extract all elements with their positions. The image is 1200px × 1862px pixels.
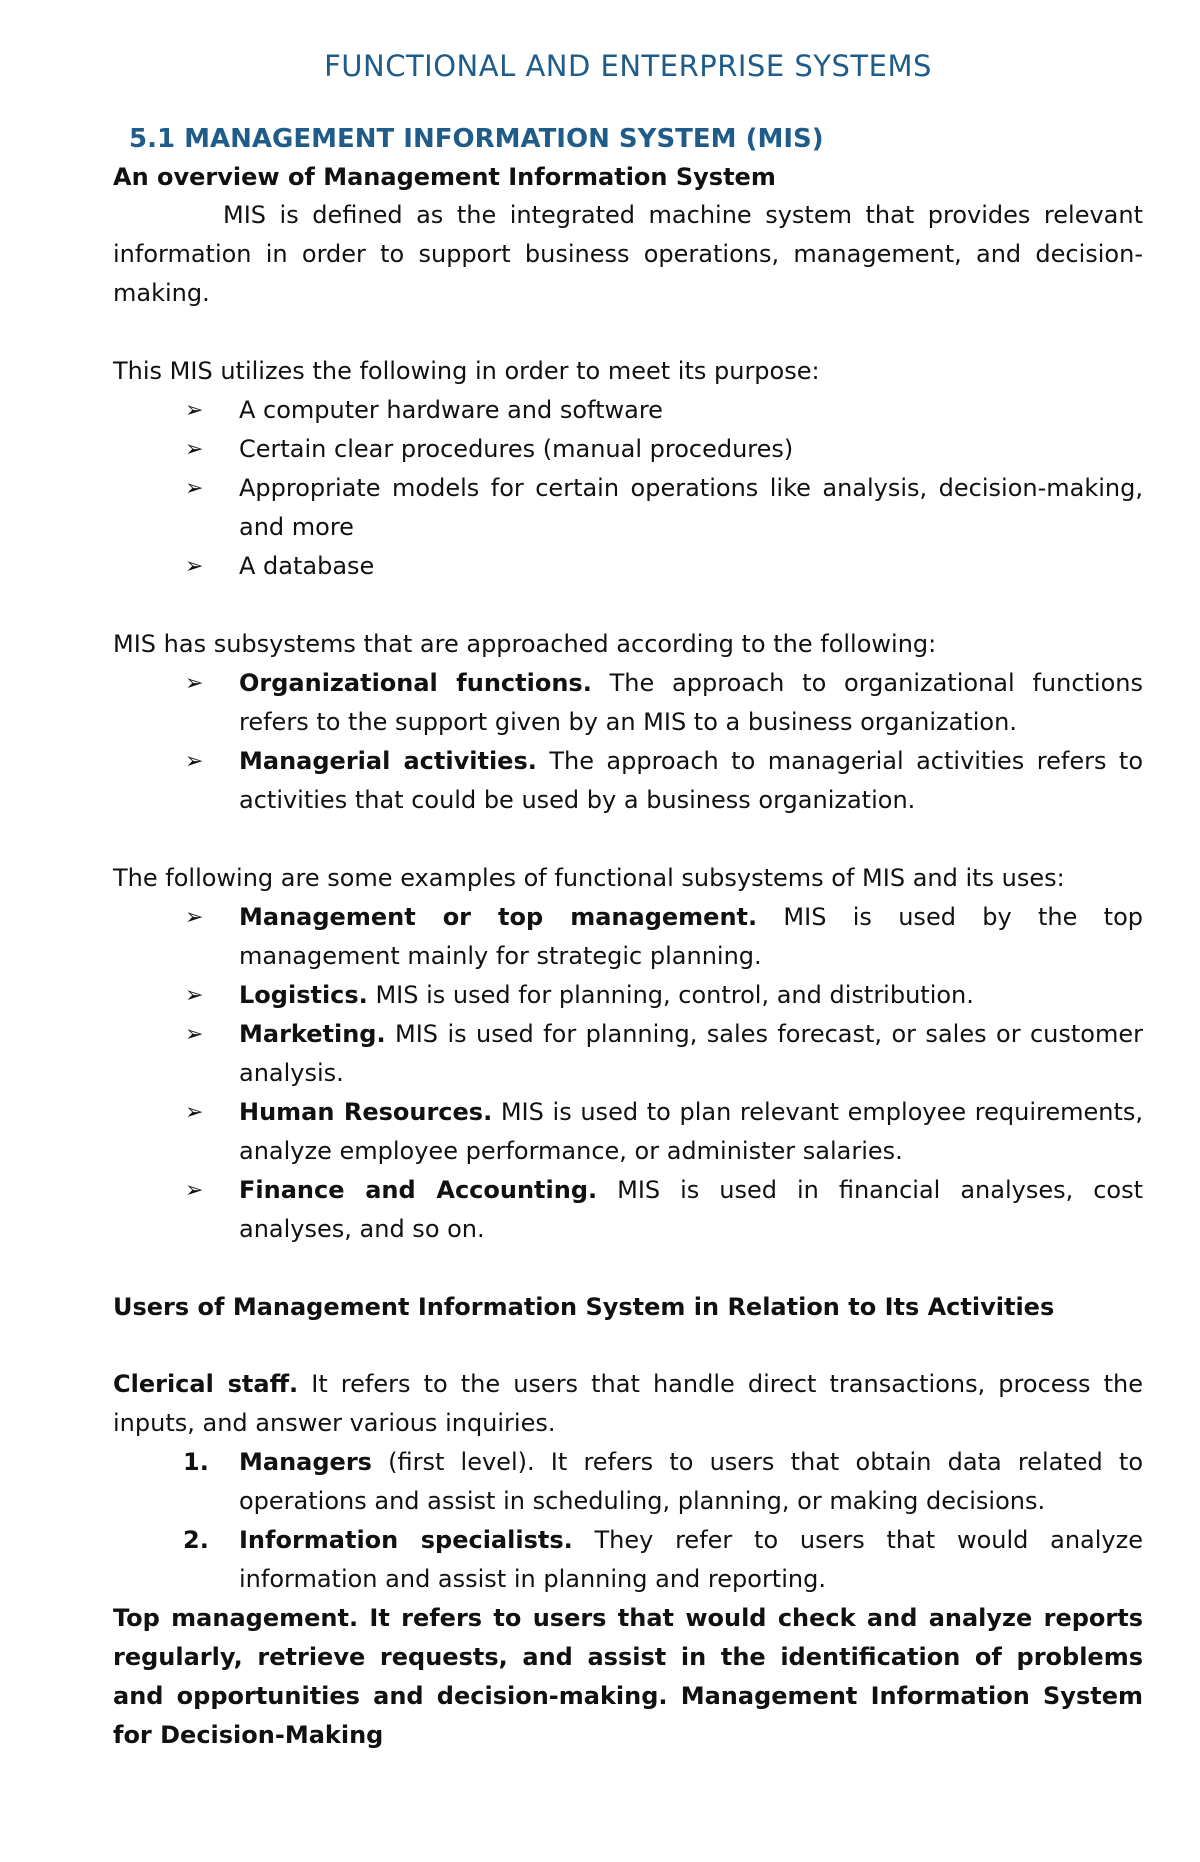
users-list: [113, 1443, 1143, 1599]
arrow-bullet-icon: ➢: [185, 905, 204, 930]
arrow-bullet-icon: ➢: [185, 1022, 204, 1047]
spacer: [113, 586, 1143, 625]
list-item: ➢ Certain clear procedures (manual procedures): [113, 430, 1143, 469]
clerical-term: Clerical staff.: [113, 1370, 299, 1398]
list-item: [113, 1443, 1143, 1521]
item-term: Management or top management.: [239, 903, 758, 931]
arrow-bullet-icon: ➢: [185, 1178, 204, 1203]
list-item: ➢ A computer hardware and software: [113, 391, 1143, 430]
spacer: [113, 820, 1143, 859]
item-term: Marketing.: [239, 1020, 386, 1048]
item-text: MIS is used for planning, control, and distribution.: [367, 981, 974, 1009]
examples-list: [113, 898, 1143, 1249]
item-text: The approach to managerial activities refers to activities that could be used by a business organization.: [239, 747, 1143, 814]
spacer: [113, 313, 1143, 352]
item-term: Organizational functions.: [239, 669, 592, 697]
spacer: [113, 1326, 1143, 1365]
users-heading: Users of Management Information System in Relation to Its Activities: [113, 1293, 1055, 1321]
top-management-paragraph: Top management. It refers to users that would check and analyze reports regularly, retrieve requests, and assist in the identification of problems and opportunities and decision-making. Management Information System for Decision-Making: [113, 1604, 1143, 1749]
examples-intro: The following are some examples of functional subsystems of MIS and its uses:: [113, 864, 1065, 892]
overview-paragraph: MIS is defined as the integrated machine system that provides relevant information in order to support business operations, management, and decision-making.: [113, 201, 1143, 307]
list-item: ➢ A database: [113, 547, 1143, 586]
subsystems-intro: MIS has subsystems that are approached according to the following:: [113, 630, 937, 658]
subsystems-list: [113, 664, 1143, 820]
list-item: [113, 1015, 1143, 1093]
list-item: [113, 1171, 1143, 1249]
arrow-bullet-icon: ➢: [185, 476, 204, 501]
item-text: MIS is used in financial analyses, cost analyses, and so on.: [239, 1176, 1143, 1243]
overview-heading: An overview of Management Information System: [113, 163, 776, 191]
clerical-paragraph: [113, 1365, 1143, 1443]
arrow-bullet-icon: ➢: [185, 1100, 204, 1125]
page-title: FUNCTIONAL AND ENTERPRISE SYSTEMS: [324, 49, 932, 83]
clerical-text: It refers to the users that handle direct transactions, process the inputs, and answer various inquiries.: [113, 1370, 1143, 1437]
arrow-bullet-icon: ➢: [185, 671, 204, 696]
list-item: [113, 1093, 1143, 1171]
list-item: [113, 742, 1143, 820]
item-term: Finance and Accounting.: [239, 1176, 598, 1204]
list-item: [113, 1521, 1143, 1599]
utilizes-list: [113, 391, 1143, 586]
spacer: [113, 1249, 1143, 1288]
item-term: Human Resources.: [239, 1098, 493, 1126]
item-term: Logistics.: [239, 981, 368, 1009]
item-term: Managerial activities.: [239, 747, 537, 775]
item-number: 1.: [183, 1448, 209, 1476]
list-item: ➢ Appropriate models for certain operations like analysis, decision-making, and more: [113, 469, 1143, 547]
item-text: The approach to organizational functions refers to the support given by an MIS to a business organization.: [239, 669, 1143, 736]
arrow-bullet-icon: ➢: [185, 437, 204, 462]
list-item: [113, 898, 1143, 976]
item-text: (first level). It refers to users that obtain data related to operations and assist in scheduling, planning, or making decisions.: [239, 1448, 1143, 1515]
list-item: [113, 664, 1143, 742]
section-heading: 5.1 MANAGEMENT INFORMATION SYSTEM (MIS): [129, 124, 824, 154]
utilizes-intro: This MIS utilizes the following in order to meet its purpose:: [113, 357, 820, 385]
arrow-bullet-icon: ➢: [185, 554, 204, 579]
item-number: 2.: [183, 1526, 209, 1554]
document-page: [113, 0, 1143, 1755]
arrow-bullet-icon: ➢: [185, 398, 204, 423]
list-item: [113, 976, 1143, 1015]
item-text: MIS is used by the top management mainly for strategic planning.: [239, 903, 1143, 970]
item-text: MIS is used for planning, sales forecast, or sales or customer analysis.: [239, 1020, 1143, 1087]
item-text: They refer to users that would analyze information and assist in planning and reporting.: [239, 1526, 1143, 1593]
item-term: Information specialists.: [239, 1526, 573, 1554]
item-text: MIS is used to plan relevant employee requirements, analyze employee performance, or administer salaries.: [239, 1098, 1143, 1165]
arrow-bullet-icon: ➢: [185, 983, 204, 1008]
item-term: Managers: [239, 1448, 372, 1476]
arrow-bullet-icon: ➢: [185, 749, 204, 774]
